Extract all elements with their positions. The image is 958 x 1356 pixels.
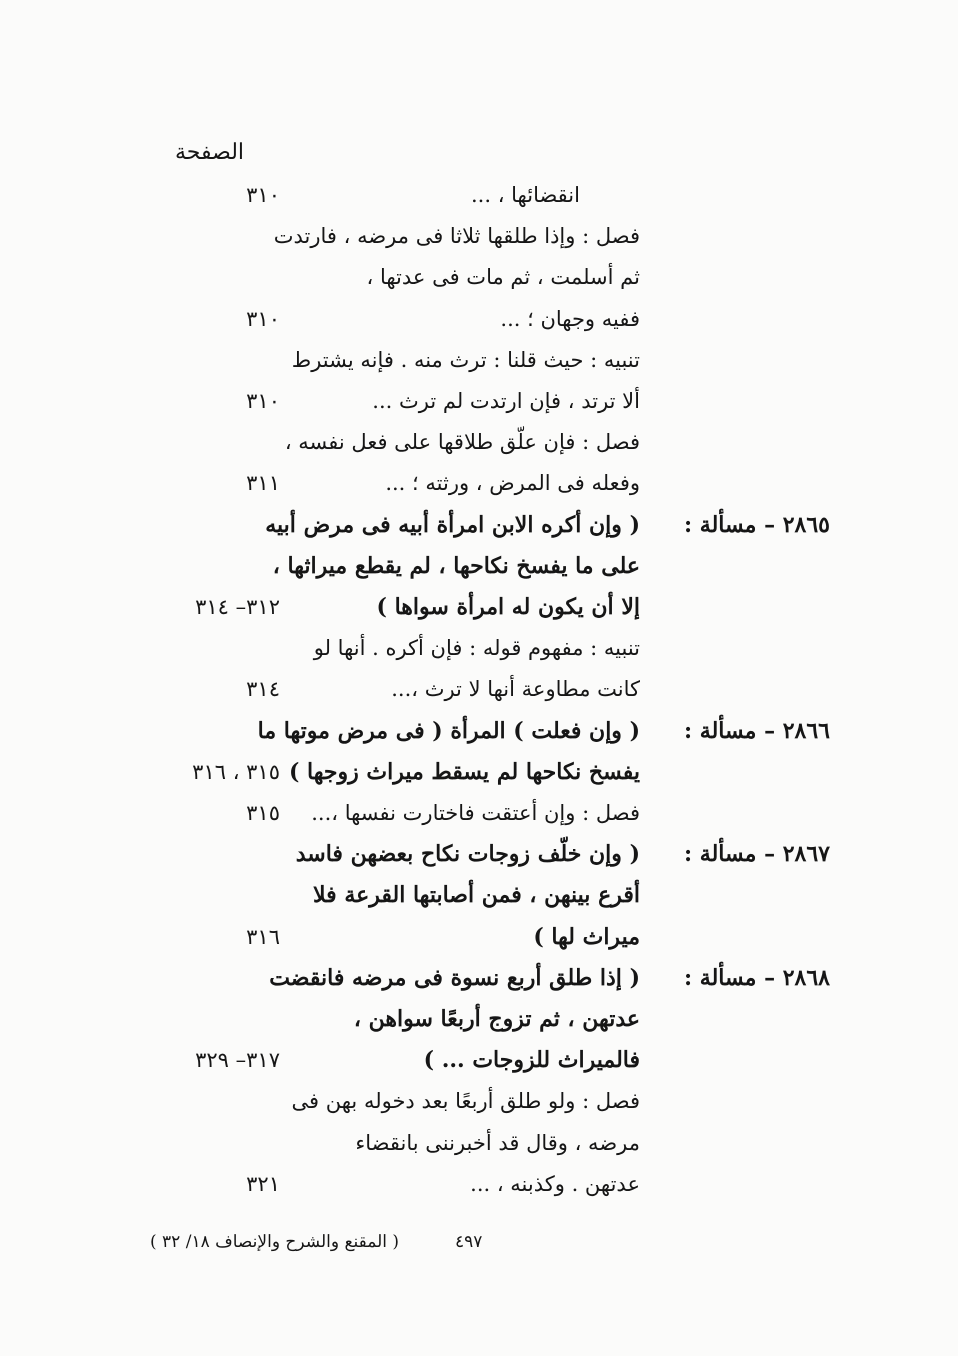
index-line: [140, 875, 830, 915]
index-line: [140, 1040, 830, 1080]
entry-text: ألا ترتد ، فإن ارتدت لم ترث ...: [372, 389, 640, 413]
entry-text: أقرع بينهن ، فمن أصابتها القرعة فلا: [313, 882, 640, 909]
entry-text: على ما يفسخ نكاحها ، لم يقطع ميراثها ،: [272, 552, 640, 579]
entry-text: ( وإن خلّف زوجات نكاح بعضهن فاسد: [295, 841, 640, 868]
entry-text: ( وإن فعلت ) المرأة ( فى مرض موتها ما: [257, 717, 640, 744]
entry-text: وفعله فى المرض ، ورثته ؛ ...: [385, 471, 640, 496]
index-line: [140, 999, 830, 1039]
footer-page-number: ٤٩٧: [455, 1232, 483, 1252]
entry-text: ففيه وجهان ؛ ...: [500, 306, 640, 331]
issue-number: ٢٨٦٥ – مسألة :: [684, 511, 830, 538]
index-line: [140, 546, 830, 586]
entry-text: إلا أن يكون له امرأة سواها ): [376, 594, 640, 620]
page-reference: ٣١٦: [246, 924, 280, 949]
index-line: [140, 505, 830, 545]
page-reference: ٣١٥ ، ٣١٦: [192, 759, 280, 784]
entry-text: تنبيه : مفهوم قوله : فإن أكره . أنها لو: [313, 636, 640, 661]
footer-source: ( المقنع والشرح والإنصاف ١٨/ ٣٢ ): [150, 1232, 400, 1252]
page-reference: ٣١١: [246, 471, 280, 496]
entry-text: عدتهن . وكذبنه ، ...: [470, 1171, 640, 1196]
index-line: [140, 299, 830, 339]
index-line: [140, 752, 830, 792]
issue-number: ٢٨٦٨ – مسألة :: [684, 964, 830, 991]
entry-text: عدتهن ، ثم تزوج أربعًا سواهن ،: [353, 1006, 640, 1032]
page-reference: ٣١٧– ٣٢٩: [195, 1048, 280, 1073]
page-footer: [0, 1232, 958, 1272]
entry-text: ثم أسلمت ، ثم مات فى عدتها ،: [366, 265, 640, 290]
page-reference: ٣٢١: [246, 1171, 280, 1196]
index-line: [140, 587, 830, 627]
entry-text: كانت مطاوعة أنها لا ترث ،...: [391, 677, 640, 702]
index-line: [140, 1164, 830, 1204]
page-reference: ٣١٠: [246, 183, 280, 207]
index-line: [140, 628, 830, 668]
index-line: [140, 1123, 830, 1163]
index-line: [140, 669, 830, 709]
entry-text: انقضائها ، ...: [471, 183, 580, 207]
issue-number: ٢٨٦٦ – مسألة :: [684, 717, 830, 744]
index-line: [140, 340, 830, 380]
index-line: [140, 381, 830, 421]
index-line: [140, 463, 830, 503]
index-line: [140, 793, 830, 833]
entry-text: فالميراث للزوجات ... ): [423, 1047, 640, 1074]
entry-text: ( وإن أكره الابن امرأة أبيه فى مرض أبيه: [265, 511, 640, 538]
index-line: [140, 711, 830, 751]
index-line: [140, 257, 830, 297]
entry-text: ( إذا طلق أربع نسوة فى مرضه فانقضت: [269, 964, 640, 991]
entry-text: فصل : وإذا طلقها ثلاثا فى مرضه ، فارتدت: [273, 224, 640, 249]
page-reference: ٣١٠: [246, 306, 280, 331]
index-line: [140, 917, 830, 957]
entry-text: فصل : فإن علّق طلاقها على فعل نفسه ،: [284, 430, 640, 455]
entry-text: فصل : ولو طلق أربعًا بعد دخوله بهن فى: [291, 1089, 640, 1114]
index-line: [140, 422, 830, 462]
index-line: [140, 1081, 830, 1121]
entry-text: ميراث لها ): [533, 923, 640, 950]
index-line: [140, 958, 830, 998]
index-line: [140, 834, 830, 874]
issue-number: ٢٨٦٧ – مسألة :: [684, 841, 830, 868]
entry-text: يفسخ نكاحها لم يسقط ميراث زوجها ): [288, 758, 640, 785]
page-reference: ٣١٤: [246, 677, 280, 702]
entry-text: فصل : وإن أعتقت فاختارت نفسها ،...: [311, 801, 640, 825]
page-reference: ٣١٥: [246, 801, 280, 825]
page-reference: ٣١٠: [246, 389, 280, 413]
index-line: [140, 175, 830, 215]
entry-text: تنبيه : حيث قلنا : ترث منه . فإنه يشترط: [291, 347, 640, 372]
index-line: [140, 216, 830, 256]
page-reference: ٣١٢– ٣١٤: [195, 595, 280, 619]
page-column-header: الصفحة: [175, 140, 245, 165]
entry-text: مرضه ، وقال قد أخبرننى بانقضاء: [355, 1130, 640, 1155]
